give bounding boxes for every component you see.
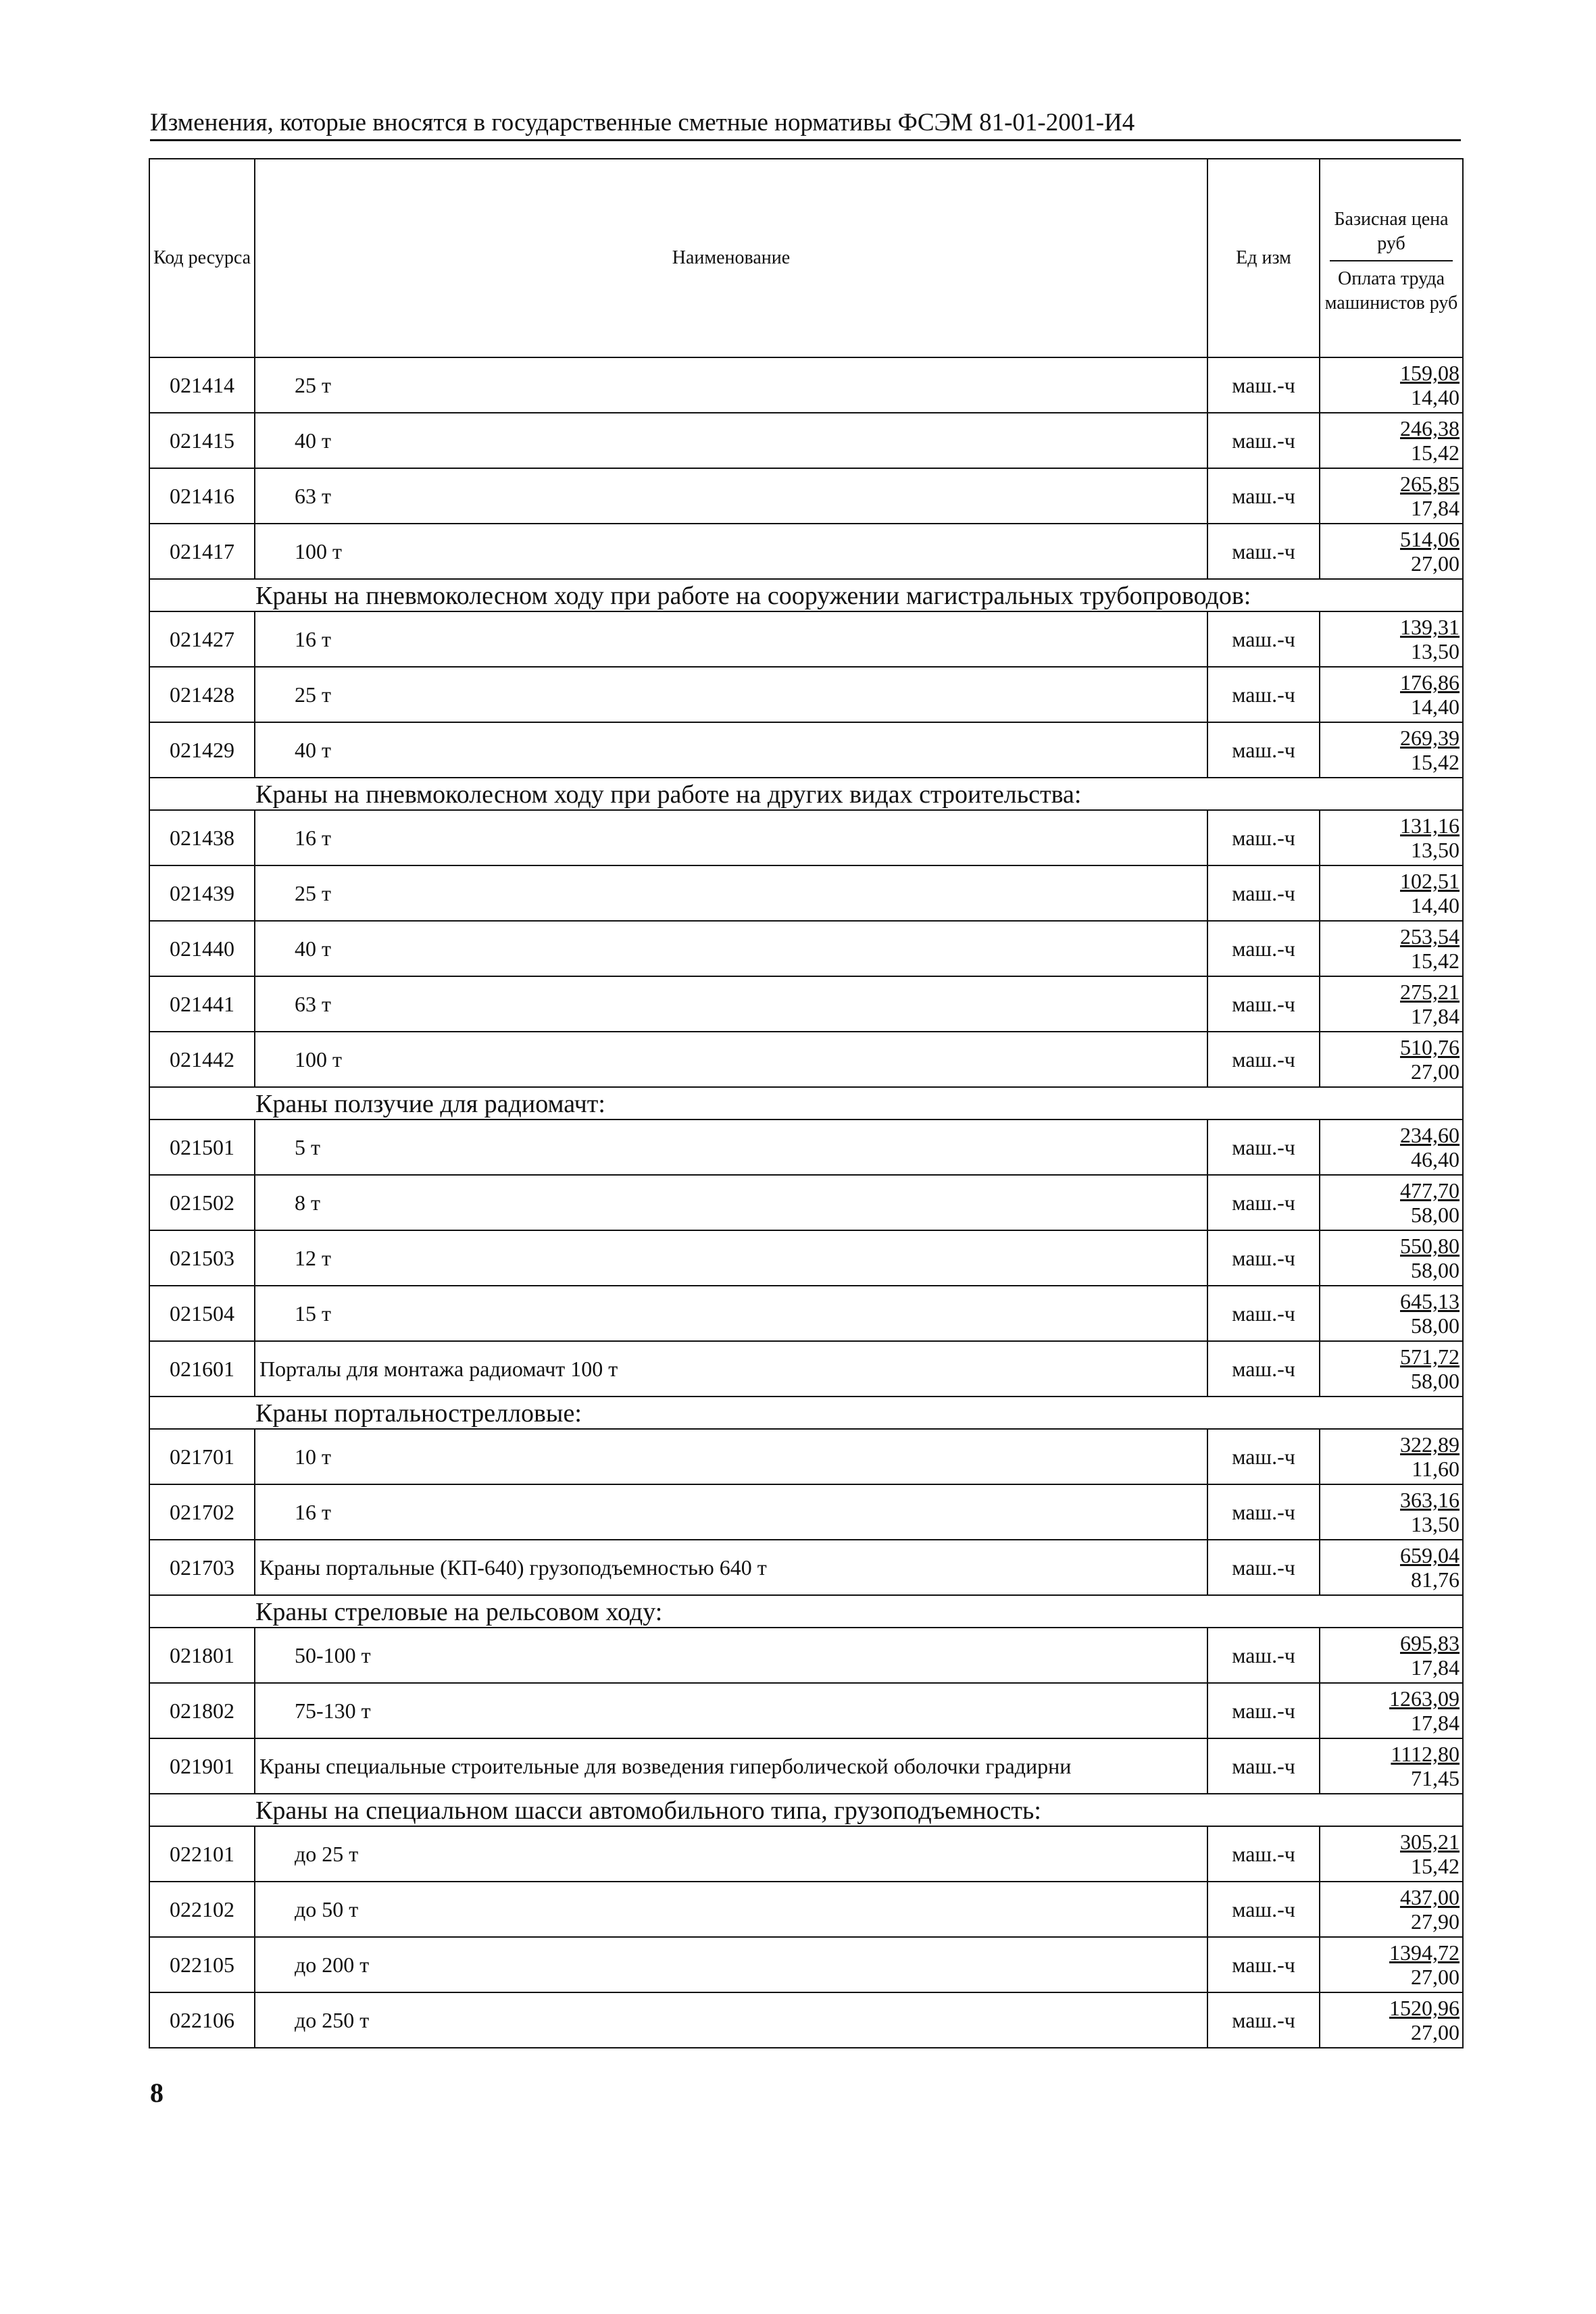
unit: маш.-ч <box>1207 1120 1320 1175</box>
section-row <box>149 579 1463 611</box>
resource-code: 021701 <box>149 1429 255 1484</box>
section-title: Краны ползучие для радиомачт: <box>255 1090 605 1118</box>
resource-name: 25 т <box>255 667 1207 722</box>
unit: маш.-ч <box>1207 810 1320 865</box>
table-row <box>149 1175 1463 1230</box>
resource-code: 021802 <box>149 1683 255 1738</box>
resource-name: 40 т <box>255 921 1207 976</box>
base-price: 477,70 <box>1400 1178 1460 1203</box>
operator-wage: 27,90 <box>1411 1909 1460 1934</box>
unit: маш.-ч <box>1207 1230 1320 1286</box>
header-rule <box>150 139 1461 141</box>
price-cell <box>1320 524 1463 579</box>
section-title: Краны на специальном шасси автомобильного типа, грузоподъемность: <box>255 1796 1041 1825</box>
section-title: Краны портальнострелловые: <box>255 1399 582 1428</box>
table-row <box>149 1882 1463 1937</box>
table-row <box>149 1286 1463 1341</box>
base-price: 659,04 <box>1400 1543 1460 1567</box>
operator-wage: 46,40 <box>1411 1147 1460 1172</box>
resource-name: до 250 т <box>255 1992 1207 2048</box>
resource-name: до 200 т <box>255 1937 1207 1992</box>
resource-code: 021416 <box>149 468 255 524</box>
price-cell <box>1320 1738 1463 1794</box>
unit: маш.-ч <box>1207 413 1320 468</box>
resource-name: 75-130 т <box>255 1683 1207 1738</box>
operator-wage: 58,00 <box>1411 1313 1460 1338</box>
section-title-cell <box>149 579 1463 611</box>
base-price: 550,80 <box>1400 1234 1460 1258</box>
resource-name: 25 т <box>255 357 1207 413</box>
base-price: 695,83 <box>1400 1631 1460 1655</box>
price-cell <box>1320 357 1463 413</box>
price-cell <box>1320 1429 1463 1484</box>
operator-wage: 58,00 <box>1411 1369 1460 1393</box>
resource-name: 25 т <box>255 865 1207 921</box>
unit: маш.-ч <box>1207 1992 1320 2048</box>
operator-wage: 13,50 <box>1411 838 1460 862</box>
table-row <box>149 1826 1463 1882</box>
operator-wage: 11,60 <box>1412 1457 1460 1481</box>
base-price: 159,08 <box>1400 361 1460 385</box>
section-row <box>149 1595 1463 1628</box>
operator-wage: 15,42 <box>1411 750 1460 774</box>
section-title: Краны на пневмоколесном ходу при работе на других видах строительства: <box>255 780 1082 809</box>
unit: маш.-ч <box>1207 524 1320 579</box>
unit: маш.-ч <box>1207 1175 1320 1230</box>
resource-code: 021703 <box>149 1540 255 1595</box>
base-price: 269,39 <box>1400 726 1460 750</box>
operator-wage: 58,00 <box>1411 1203 1460 1227</box>
resource-code: 021414 <box>149 357 255 413</box>
base-price: 176,86 <box>1400 670 1460 695</box>
table-row <box>149 1341 1463 1397</box>
base-price: 275,21 <box>1400 980 1460 1004</box>
table-row <box>149 1683 1463 1738</box>
price-cell <box>1320 1175 1463 1230</box>
section-title-cell <box>149 1397 1463 1429</box>
column-header-wage: Оплата труда машинистов руб <box>1324 268 1458 313</box>
resource-code: 021801 <box>149 1628 255 1683</box>
resource-code: 021429 <box>149 722 255 778</box>
resource-code: 022105 <box>149 1937 255 1992</box>
resource-code: 021702 <box>149 1484 255 1540</box>
table-body <box>149 357 1463 2048</box>
operator-wage: 14,40 <box>1411 695 1460 719</box>
price-cell <box>1320 1484 1463 1540</box>
resource-code: 021427 <box>149 611 255 667</box>
unit: маш.-ч <box>1207 1738 1320 1794</box>
column-header-unit: Ед изм <box>1207 159 1320 357</box>
resource-name: Порталы для монтажа радиомачт 100 т <box>255 1341 1207 1397</box>
unit: маш.-ч <box>1207 976 1320 1032</box>
table-row <box>149 976 1463 1032</box>
operator-wage: 13,50 <box>1411 639 1460 663</box>
price-table <box>149 158 1464 2048</box>
resource-name: 63 т <box>255 468 1207 524</box>
table-row <box>149 1120 1463 1175</box>
price-cell <box>1320 1882 1463 1937</box>
price-cell <box>1320 1540 1463 1595</box>
unit: маш.-ч <box>1207 357 1320 413</box>
table-row <box>149 1937 1463 1992</box>
resource-code: 021440 <box>149 921 255 976</box>
operator-wage: 15,42 <box>1411 1854 1460 1878</box>
price-cell <box>1320 1032 1463 1087</box>
resource-code: 021901 <box>149 1738 255 1794</box>
price-cell <box>1320 611 1463 667</box>
unit: маш.-ч <box>1207 1429 1320 1484</box>
operator-wage: 17,84 <box>1411 496 1460 520</box>
resource-name: 40 т <box>255 722 1207 778</box>
section-title: Краны на пневмоколесном ходу при работе на сооружении магистральных трубопроводов: <box>255 582 1251 610</box>
resource-code: 021504 <box>149 1286 255 1341</box>
price-cell <box>1320 976 1463 1032</box>
base-price: 363,16 <box>1400 1488 1460 1512</box>
base-price: 322,89 <box>1400 1432 1460 1457</box>
operator-wage: 15,42 <box>1411 441 1460 465</box>
price-cell <box>1320 865 1463 921</box>
table-row <box>149 810 1463 865</box>
operator-wage: 14,40 <box>1411 385 1460 409</box>
resource-name: 10 т <box>255 1429 1207 1484</box>
base-price: 1263,09 <box>1389 1686 1460 1711</box>
table-row <box>149 1230 1463 1286</box>
table-row <box>149 357 1463 413</box>
unit: маш.-ч <box>1207 1286 1320 1341</box>
unit: маш.-ч <box>1207 1628 1320 1683</box>
resource-name: 16 т <box>255 611 1207 667</box>
page-number: 8 <box>150 2078 164 2108</box>
base-price: 265,85 <box>1400 472 1460 496</box>
operator-wage: 71,45 <box>1411 1766 1460 1790</box>
section-row <box>149 1087 1463 1120</box>
table-row <box>149 1540 1463 1595</box>
table-row <box>149 921 1463 976</box>
column-header-code: Код ресурса <box>149 159 255 357</box>
column-header-base-price: Базисная цена руб <box>1334 209 1449 254</box>
unit: маш.-ч <box>1207 611 1320 667</box>
resource-code: 021503 <box>149 1230 255 1286</box>
price-cell <box>1320 1120 1463 1175</box>
price-cell <box>1320 1826 1463 1882</box>
column-header-price <box>1320 159 1463 357</box>
resource-name: 5 т <box>255 1120 1207 1175</box>
base-price: 131,16 <box>1400 813 1460 838</box>
table-row <box>149 1032 1463 1087</box>
unit: маш.-ч <box>1207 722 1320 778</box>
resource-code: 021415 <box>149 413 255 468</box>
base-price: 510,76 <box>1400 1035 1460 1059</box>
table-row <box>149 413 1463 468</box>
operator-wage: 13,50 <box>1411 1512 1460 1536</box>
table-row <box>149 722 1463 778</box>
resource-name: Краны портальные (КП-640) грузоподъемностью 640 т <box>255 1540 1207 1595</box>
base-price: 1112,80 <box>1391 1742 1460 1766</box>
unit: маш.-ч <box>1207 1540 1320 1595</box>
resource-code: 021501 <box>149 1120 255 1175</box>
table-row <box>149 1992 1463 2048</box>
table-row <box>149 1738 1463 1794</box>
table-row <box>149 865 1463 921</box>
resource-code: 021601 <box>149 1341 255 1397</box>
operator-wage: 27,00 <box>1411 551 1460 576</box>
base-price: 1520,96 <box>1389 1996 1460 2020</box>
unit: маш.-ч <box>1207 468 1320 524</box>
resource-name: до 50 т <box>255 1882 1207 1937</box>
resource-name: 16 т <box>255 810 1207 865</box>
table-row <box>149 1484 1463 1540</box>
resource-name: 63 т <box>255 976 1207 1032</box>
resource-code: 021428 <box>149 667 255 722</box>
section-row <box>149 1397 1463 1429</box>
section-row <box>149 1794 1463 1826</box>
operator-wage: 17,84 <box>1411 1711 1460 1735</box>
table-row <box>149 468 1463 524</box>
resource-name: 16 т <box>255 1484 1207 1540</box>
section-title: Краны стреловые на рельсовом ходу: <box>255 1598 663 1626</box>
table-row <box>149 524 1463 579</box>
base-price: 234,60 <box>1400 1123 1460 1147</box>
operator-wage: 14,40 <box>1411 893 1460 917</box>
table-header-row <box>149 159 1463 357</box>
price-cell <box>1320 1286 1463 1341</box>
base-price: 645,13 <box>1400 1289 1460 1313</box>
page-header: Изменения, которые вносятся в государственные сметные нормативы ФСЭМ 81-01-2001-И4 <box>150 109 1135 136</box>
price-cell <box>1320 810 1463 865</box>
table-row <box>149 611 1463 667</box>
unit: маш.-ч <box>1207 921 1320 976</box>
price-cell <box>1320 1937 1463 1992</box>
price-cell <box>1320 468 1463 524</box>
base-price: 246,38 <box>1400 416 1460 441</box>
resource-name: Краны специальные строительные для возведения гиперболической оболочки градирни <box>255 1738 1207 1794</box>
resource-code: 022102 <box>149 1882 255 1937</box>
base-price: 437,00 <box>1400 1885 1460 1909</box>
section-title-cell <box>149 1087 1463 1120</box>
resource-code: 022101 <box>149 1826 255 1882</box>
base-price: 514,06 <box>1400 527 1460 551</box>
table-row <box>149 1628 1463 1683</box>
resource-code: 021438 <box>149 810 255 865</box>
base-price: 305,21 <box>1400 1830 1460 1854</box>
section-title-cell <box>149 1794 1463 1826</box>
resource-code: 021442 <box>149 1032 255 1087</box>
operator-wage: 17,84 <box>1411 1004 1460 1028</box>
unit: маш.-ч <box>1207 1826 1320 1882</box>
operator-wage: 81,76 <box>1411 1567 1460 1592</box>
resource-code: 021439 <box>149 865 255 921</box>
table-row <box>149 667 1463 722</box>
resource-name: до 25 т <box>255 1826 1207 1882</box>
resource-code: 021417 <box>149 524 255 579</box>
operator-wage: 27,00 <box>1411 2020 1460 2044</box>
price-cell <box>1320 722 1463 778</box>
operator-wage: 27,00 <box>1411 1059 1460 1084</box>
base-price: 139,31 <box>1400 615 1460 639</box>
unit: маш.-ч <box>1207 1882 1320 1937</box>
resource-name: 50-100 т <box>255 1628 1207 1683</box>
price-cell <box>1320 1230 1463 1286</box>
section-row <box>149 778 1463 810</box>
unit: маш.-ч <box>1207 865 1320 921</box>
resource-code: 022106 <box>149 1992 255 2048</box>
operator-wage: 27,00 <box>1411 1965 1460 1989</box>
unit: маш.-ч <box>1207 1937 1320 1992</box>
section-title-cell <box>149 1595 1463 1628</box>
resource-name: 12 т <box>255 1230 1207 1286</box>
resource-name: 40 т <box>255 413 1207 468</box>
unit: маш.-ч <box>1207 1341 1320 1397</box>
unit: маш.-ч <box>1207 1484 1320 1540</box>
price-cell <box>1320 1341 1463 1397</box>
resource-name: 15 т <box>255 1286 1207 1341</box>
table-row <box>149 1429 1463 1484</box>
resource-name: 8 т <box>255 1175 1207 1230</box>
operator-wage: 15,42 <box>1411 949 1460 973</box>
unit: маш.-ч <box>1207 667 1320 722</box>
section-title-cell <box>149 778 1463 810</box>
price-cell <box>1320 1683 1463 1738</box>
base-price: 571,72 <box>1400 1344 1460 1369</box>
unit: маш.-ч <box>1207 1032 1320 1087</box>
operator-wage: 58,00 <box>1411 1258 1460 1282</box>
unit: маш.-ч <box>1207 1683 1320 1738</box>
price-cell <box>1320 413 1463 468</box>
price-cell <box>1320 1628 1463 1683</box>
resource-name: 100 т <box>255 1032 1207 1087</box>
resource-code: 021441 <box>149 976 255 1032</box>
base-price: 102,51 <box>1400 869 1460 893</box>
operator-wage: 17,84 <box>1411 1655 1460 1680</box>
price-cell <box>1320 667 1463 722</box>
price-cell <box>1320 921 1463 976</box>
base-price: 253,54 <box>1400 924 1460 949</box>
resource-code: 021502 <box>149 1175 255 1230</box>
price-cell <box>1320 1992 1463 2048</box>
column-header-name: Наименование <box>255 159 1207 357</box>
base-price: 1394,72 <box>1389 1940 1460 1965</box>
resource-name: 100 т <box>255 524 1207 579</box>
